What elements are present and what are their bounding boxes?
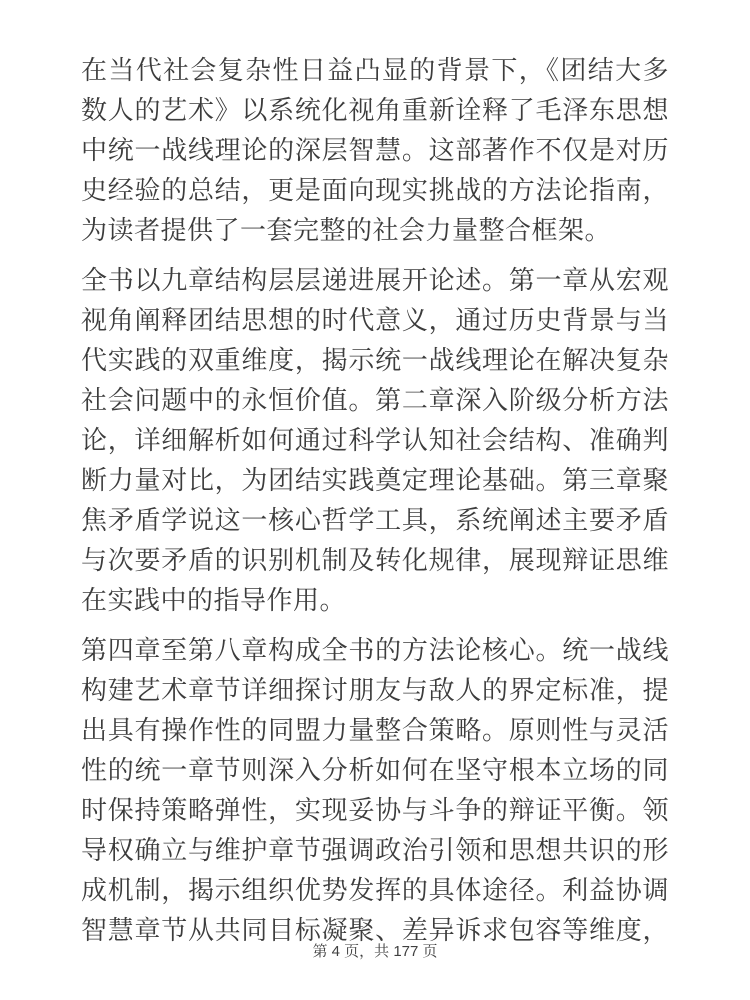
- text-line: 与次要矛盾的识别机制及转化规律，展现辩证思维: [81, 545, 669, 575]
- text-line: 出具有操作性的同盟力量整合策略。原则性与灵活: [81, 715, 669, 745]
- paragraph: [81, 260, 669, 620]
- text-line: 史经验的总结，更是面向现实挑战的方法论指南，: [81, 175, 669, 205]
- text-line: 在当代社会复杂性日益凸显的背景下，《团结大多: [81, 55, 669, 85]
- text-line: 为读者提供了一套完整的社会力量整合框架。: [81, 215, 612, 245]
- paragraph: [81, 630, 669, 950]
- paragraph: [81, 50, 669, 250]
- text-line: 性的统一章节则深入分析如何在坚守根本立场的同: [81, 755, 669, 785]
- text-line: 论，详细解析如何通过科学认知社会结构、准确判: [81, 425, 669, 455]
- text-line: 全书以九章结构层层递进展开论述。第一章从宏观: [81, 265, 669, 295]
- text-line: 代实践的双重维度，揭示统一战线理论在解决复杂: [81, 345, 669, 375]
- text-line: 成机制，揭示组织优势发挥的具体途径。利益协调: [81, 875, 669, 905]
- text-line: 中统一战线理论的深层智慧。这部著作不仅是对历: [81, 135, 669, 165]
- text-line: 构建艺术章节详细探讨朋友与敌人的界定标准，提: [81, 675, 669, 705]
- document-content: [81, 50, 669, 960]
- text-line: 智慧章节从共同目标凝聚、差异诉求包容等维度，: [81, 915, 669, 945]
- text-line: 社会问题中的永恒价值。第二章深入阶级分析方法: [81, 385, 669, 415]
- text-line: 断力量对比，为团结实践奠定理论基础。第三章聚: [81, 465, 669, 495]
- text-line: 导权确立与维护章节强调政治引领和思想共识的形: [81, 835, 669, 865]
- text-line: 数人的艺术》以系统化视角重新诠释了毛泽东思想: [81, 95, 669, 125]
- text-line: 视角阐释团结思想的时代意义，通过历史背景与当: [81, 305, 669, 335]
- text-line: 在实践中的指导作用。: [81, 585, 347, 615]
- page-footer: 第 4 页，共 177 页: [312, 943, 438, 960]
- text-line: 第四章至第八章构成全书的方法论核心。统一战线: [81, 635, 669, 665]
- text-line: 时保持策略弹性，实现妥协与斗争的辩证平衡。领: [81, 795, 669, 825]
- text-line: 焦矛盾学说这一核心哲学工具，系统阐述主要矛盾: [81, 505, 669, 535]
